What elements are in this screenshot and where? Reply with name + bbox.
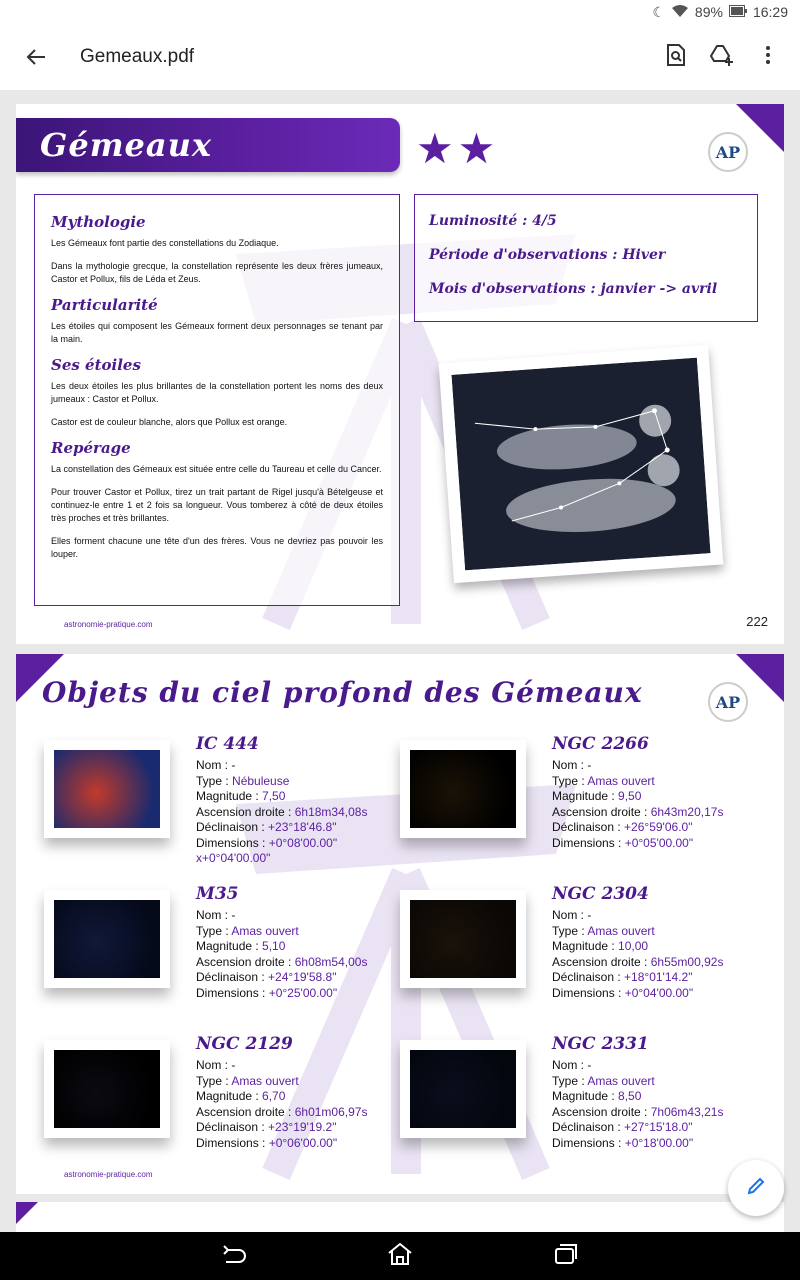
property-row-magnitude <box>552 789 723 805</box>
object-name: NGC 2304 <box>552 884 649 904</box>
property-label: Magnitude : <box>552 1089 619 1103</box>
property-label: Déclinaison : <box>196 970 269 984</box>
section-text: Dans la mythologie grecque, la constellation représente les deux frères jumeaux, Castor et Pollux, fils de Léda et Zeus. <box>51 261 383 284</box>
constellation-illustration <box>439 345 724 583</box>
property-value: - <box>587 908 592 922</box>
back-button[interactable] <box>0 24 72 90</box>
search-in-document-button[interactable] <box>658 39 694 75</box>
property-value: 6h08m54,00s <box>294 954 368 969</box>
property-label: Ascension droite : <box>196 1104 295 1119</box>
property-row-dimensions <box>552 986 723 1002</box>
property-label: Magnitude : <box>196 939 263 953</box>
title-banner <box>16 118 400 172</box>
property-label: Déclinaison : <box>552 970 625 984</box>
property-value: - <box>231 1058 236 1072</box>
section-text: Pour trouver Castor et Pollux, tirez un trait partant de Rigel jusqu'à Bételgeuse et continuez-le entre 1 et 2 fois sa longueur. Vous tomberez à côté de deux étoiles très proches et très brillantes. <box>51 487 383 523</box>
object-photo <box>400 890 526 988</box>
moon-icon: ☾ <box>652 3 665 20</box>
property-label: Dimensions : <box>196 1135 269 1150</box>
object-name: NGC 2129 <box>196 1034 293 1054</box>
app-bar <box>0 24 800 90</box>
page-title: Gémeaux <box>40 126 212 164</box>
property-label: Nom : <box>196 908 232 922</box>
property-value: 6h01m06,97s <box>294 1104 368 1119</box>
property-value: 8,50 <box>618 1089 642 1103</box>
property-label: Magnitude : <box>552 939 619 953</box>
ap-logo: AP <box>708 132 748 172</box>
property-row-dimensions <box>196 986 367 1002</box>
property-row-dimensions-extra: x+0°04'00.00" <box>196 851 271 865</box>
find-in-page-icon <box>666 44 686 71</box>
object-properties <box>552 758 723 851</box>
property-row-nom <box>552 908 723 924</box>
drive-add-icon <box>710 44 734 71</box>
object-properties <box>196 1058 367 1151</box>
property-value: 10,00 <box>618 939 649 953</box>
property-row-type <box>552 774 723 790</box>
property-row-declinaison <box>196 970 367 986</box>
deep-sky-object-card <box>44 734 404 884</box>
property-value: +0°25'00.00" <box>268 985 338 1000</box>
property-label: Type : <box>552 1073 588 1088</box>
property-value: 6h55m00,92s <box>650 954 724 969</box>
status-bar <box>0 0 800 24</box>
nav-recents-button[interactable] <box>548 1238 584 1274</box>
document-title: Gemeaux.pdf <box>80 46 195 67</box>
section-text: Les deux étoiles les plus brillantes de la constellation portent les noms des deux jumeaux : Castor et Pollux. <box>51 381 383 404</box>
arrow-back-icon <box>26 42 46 73</box>
property-label: Ascension droite : <box>196 804 295 819</box>
property-value: Amas ouvert <box>587 773 655 788</box>
property-label: Dimensions : <box>196 835 269 850</box>
section-text: Les étoiles qui composent les Gémeaux forment deux personnages se tenant par la main. <box>51 321 383 344</box>
property-label: Ascension droite : <box>196 954 295 969</box>
system-navigation-bar <box>0 1232 800 1280</box>
property-row-dimensions <box>552 1136 723 1152</box>
property-value: +23°18'46.8" <box>268 820 337 834</box>
property-label: Type : <box>196 923 232 938</box>
footer-website: astronomie-pratique.com <box>64 1170 153 1179</box>
section-heading: Ses étoiles <box>51 356 141 374</box>
property-row-dimensions <box>552 836 723 852</box>
property-label: Magnitude : <box>196 1089 263 1103</box>
property-value: - <box>231 908 236 922</box>
property-value: 6,70 <box>262 1089 286 1103</box>
property-label: Type : <box>196 773 233 788</box>
observation-info-box <box>414 194 758 322</box>
property-label: Dimensions : <box>196 985 269 1000</box>
property-row-nom <box>196 1058 367 1074</box>
object-photo-image <box>410 1050 516 1128</box>
property-row-magnitude <box>552 939 723 955</box>
property-value: +0°06'00.00" <box>268 1135 338 1150</box>
property-label: Nom : <box>196 1058 232 1072</box>
property-row-declinaison <box>196 1120 367 1136</box>
object-photo-image <box>410 900 516 978</box>
section-heading: Particularité <box>51 296 158 314</box>
object-photo-image <box>54 900 160 978</box>
add-to-drive-button[interactable] <box>704 39 740 75</box>
property-row-nom <box>552 758 723 774</box>
footer-website: astronomie-pratique.com <box>64 620 153 629</box>
property-label: Déclinaison : <box>196 820 269 834</box>
property-label: Ascension droite : <box>552 804 651 819</box>
page-corner-decoration <box>16 1202 38 1224</box>
deep-sky-object-card <box>400 884 760 1034</box>
pdf-page-next <box>16 1202 784 1232</box>
property-value: +27°15'18.0" <box>624 1120 693 1134</box>
property-row-magnitude <box>196 1089 367 1105</box>
nav-back-button[interactable] <box>216 1238 252 1274</box>
property-row-ascension <box>196 805 367 821</box>
property-label: Déclinaison : <box>552 820 625 834</box>
property-value: - <box>231 758 236 772</box>
deep-sky-object-card <box>44 1034 404 1184</box>
object-properties <box>552 908 723 1001</box>
pdf-page-222 <box>16 104 784 644</box>
property-row-type <box>552 924 723 940</box>
property-label: Nom : <box>552 758 588 772</box>
observation-period-text: Période d'observations : Hiver <box>429 247 666 263</box>
property-value: +23°19'19.2" <box>268 1120 337 1134</box>
object-photo-image <box>54 1050 160 1128</box>
property-row-ascension <box>196 1105 367 1121</box>
object-properties <box>196 908 367 1001</box>
deep-sky-object-card <box>400 734 760 884</box>
property-label: Ascension droite : <box>552 1104 651 1119</box>
property-label: Nom : <box>196 758 232 772</box>
property-value: Amas ouvert <box>231 923 299 938</box>
ap-logo: AP <box>708 682 748 722</box>
property-label: Dimensions : <box>552 835 625 850</box>
deep-sky-object-card <box>44 884 404 1034</box>
property-value: +24°19'58.8" <box>268 970 337 984</box>
property-label: Dimensions : <box>552 1135 625 1150</box>
property-value: 5,10 <box>262 939 286 953</box>
property-row-ascension <box>552 1105 723 1121</box>
wifi-icon <box>671 4 689 21</box>
property-value: 6h18m34,08s <box>294 804 368 819</box>
property-value: +26°59'06.0" <box>624 820 693 834</box>
nav-home-button[interactable] <box>382 1238 418 1274</box>
property-label: Nom : <box>552 1058 588 1072</box>
description-box <box>34 194 400 606</box>
property-row-declinaison <box>552 970 723 986</box>
section-text: Elles forment chacune une tête d'un des frères. Vous ne devriez pas pouvoir les louper. <box>51 536 383 559</box>
section-text: Les Gémeaux font partie des constellations du Zodiaque. <box>51 238 279 248</box>
property-value: +0°18'00.00" <box>624 1135 694 1150</box>
property-row-magnitude <box>552 1089 723 1105</box>
battery-percent: 89% <box>694 4 723 20</box>
difficulty-stars: ★★ <box>416 125 500 172</box>
section-text: Castor est de couleur blanche, alors que Pollux est orange. <box>51 417 288 427</box>
property-label: Type : <box>552 923 588 938</box>
property-row-declinaison <box>552 820 723 836</box>
object-name: NGC 2266 <box>552 734 649 754</box>
property-row-dimensions <box>196 1136 367 1152</box>
object-photo <box>44 1040 170 1138</box>
object-photo-image <box>54 750 160 828</box>
recent-apps-icon <box>553 1242 579 1271</box>
property-row-ascension <box>196 955 367 971</box>
pdf-viewer[interactable] <box>0 90 800 1232</box>
property-row-type <box>196 924 367 940</box>
property-value: +0°04'00.00" <box>624 985 694 1000</box>
object-photo <box>400 740 526 838</box>
property-value: +0°08'00.00" <box>268 835 338 850</box>
property-row-magnitude <box>196 939 367 955</box>
object-name: IC 444 <box>196 734 259 754</box>
property-value: Amas ouvert <box>587 923 655 938</box>
property-label: Déclinaison : <box>196 1120 269 1134</box>
nav-back-icon <box>221 1244 247 1269</box>
object-photo-image <box>410 750 516 828</box>
property-label: Type : <box>196 1073 232 1088</box>
property-row-ascension <box>552 805 723 821</box>
property-row-declinaison <box>196 820 367 836</box>
section-text: La constellation des Gémeaux est située entre celle du Taureau et celle du Cancer. <box>51 464 382 474</box>
property-row-type <box>552 1074 723 1090</box>
property-value: 7h06m43,21s <box>650 1104 724 1119</box>
section-heading: Mythologie <box>51 213 146 231</box>
pdf-page-deep-sky <box>16 654 784 1194</box>
clock: 16:29 <box>752 4 788 20</box>
home-icon <box>387 1242 413 1271</box>
property-value: 6h43m20,17s <box>650 804 724 819</box>
property-value: - <box>587 1058 592 1072</box>
property-row-nom <box>196 908 367 924</box>
object-photo <box>400 1040 526 1138</box>
luminosity-text: Luminosité : 4/5 <box>429 213 557 229</box>
property-value: +18°01'14.2" <box>624 970 693 984</box>
property-row-dimensions <box>196 836 367 852</box>
battery-icon <box>729 4 747 20</box>
property-label: Magnitude : <box>552 789 619 803</box>
property-label: Magnitude : <box>196 789 263 803</box>
property-value: - <box>587 758 592 772</box>
object-photo <box>44 740 170 838</box>
property-value: 9,50 <box>618 789 642 803</box>
property-label: Type : <box>552 773 588 788</box>
property-value: 7,50 <box>262 789 286 803</box>
property-value: Amas ouvert <box>231 1073 299 1088</box>
property-row-magnitude <box>196 789 367 805</box>
property-row-type <box>196 1074 367 1090</box>
edit-fab-button[interactable] <box>728 1160 784 1216</box>
property-row-ascension <box>552 955 723 971</box>
object-properties <box>552 1058 723 1151</box>
observation-months-text: Mois d'observations : janvier -> avril <box>429 281 718 297</box>
property-label: Dimensions : <box>552 985 625 1000</box>
property-value: Nébuleuse <box>232 773 290 788</box>
property-label: Ascension droite : <box>552 954 651 969</box>
more-vert-icon <box>765 45 771 70</box>
page-number: 222 <box>746 614 768 629</box>
property-row-type <box>196 774 367 790</box>
pencil-icon <box>746 1176 766 1201</box>
object-properties <box>196 758 367 867</box>
section-heading: Repérage <box>51 439 131 457</box>
property-row-nom <box>196 758 367 774</box>
object-name: NGC 2331 <box>552 1034 649 1054</box>
property-value: Amas ouvert <box>587 1073 655 1088</box>
object-name: M35 <box>196 884 239 904</box>
property-row-declinaison <box>552 1120 723 1136</box>
property-row-nom <box>552 1058 723 1074</box>
property-label: Déclinaison : <box>552 1120 625 1134</box>
property-value: +0°05'00.00" <box>624 835 694 850</box>
deep-sky-object-card <box>400 1034 760 1184</box>
more-options-button[interactable] <box>750 39 786 75</box>
property-label: Nom : <box>552 908 588 922</box>
object-photo <box>44 890 170 988</box>
page-title: Objets du ciel profond des Gémeaux <box>42 676 643 709</box>
